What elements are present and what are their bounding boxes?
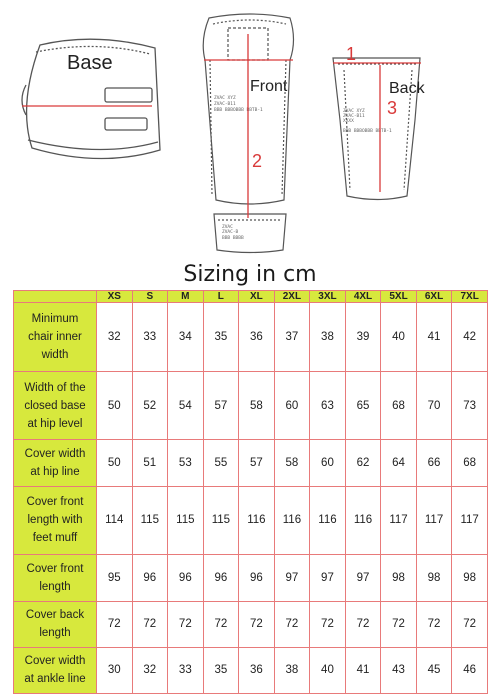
table-cell: 96 [239,555,275,601]
row-label-line: closed base [24,399,86,412]
row-label [14,555,97,601]
row-label-line: Cover width [24,655,86,668]
row-label-line: Cover back [25,609,85,622]
table-cell: 70 [416,371,452,440]
table-cell: 98 [416,555,452,601]
table-cell: 41 [416,303,452,372]
table-cell: 98 [381,555,417,601]
table-cell: 97 [310,555,346,601]
table-cell: 36 [239,303,275,372]
table-cell: 66 [416,440,452,486]
table-row [14,440,488,486]
base-label: Base [67,52,113,74]
table-cell: 57 [239,440,275,486]
table-cell: 68 [452,440,488,486]
table-cell: 68 [381,371,417,440]
table-cell: 58 [239,371,275,440]
row-label-line: width [41,348,69,361]
table-cell: 58 [274,440,310,486]
measure-1-label: 1 [346,44,357,64]
row-label-line: Cover width [24,448,86,461]
table-row [14,303,488,372]
table-cell: 54 [168,371,204,440]
table-row [14,647,488,693]
table-cell: 33 [168,647,204,693]
svg-text:BBB BBBOBBB BBTB-1: BBB BBBOBBB BBTB-1 [214,108,263,113]
table-cell: 50 [97,371,133,440]
table-cell: 53 [168,440,204,486]
table-cell: 50 [97,440,133,486]
table-cell: 41 [345,647,381,693]
table-corner [14,291,97,303]
row-label [14,371,97,440]
size-header: 3XL [310,291,346,303]
table-cell: 40 [310,647,346,693]
table-cell: 32 [132,647,168,693]
table-cell: 62 [345,440,381,486]
sizing-table [13,290,488,694]
table-cell: 45 [416,647,452,693]
table-cell: 73 [452,371,488,440]
size-header: 5XL [381,291,417,303]
table-cell: 117 [381,486,417,555]
table-cell: 38 [310,303,346,372]
table-cell: 72 [416,601,452,647]
table-cell: 96 [203,555,239,601]
table-cell: 39 [345,303,381,372]
row-label-line: Minimum [31,312,79,325]
row-label-line: at hip line [30,466,80,479]
table-cell: 72 [203,601,239,647]
row-label-line: Width of the [24,381,86,394]
table-cell: 43 [381,647,417,693]
svg-text:BBB BBBOBBB BBTB-1: BBB BBBOBBB BBTB-1 [343,129,392,134]
table-cell: 98 [452,555,488,601]
row-label-line: at ankle line [24,673,86,686]
table-cell: 117 [416,486,452,555]
table-cell: 60 [274,371,310,440]
table-cell: 35 [203,303,239,372]
row-label-line: Cover front [26,562,84,575]
table-cell: 65 [345,371,381,440]
row-label-line: chair inner [28,330,82,343]
size-header: L [203,291,239,303]
table-cell: 116 [274,486,310,555]
pattern-diagram [0,0,500,258]
table-cell: 116 [345,486,381,555]
size-header: 6XL [416,291,452,303]
table-cell: 30 [97,647,133,693]
svg-text:ZVAC-B11: ZVAC-B11 [214,102,236,107]
size-header: S [132,291,168,303]
size-header: 7XL [452,291,488,303]
measure-2-label: 2 [252,151,263,171]
table-cell: 72 [168,601,204,647]
row-label [14,647,97,693]
table-cell: 37 [274,303,310,372]
table-cell: 115 [132,486,168,555]
page-title: Sizing in cm [183,262,317,287]
table-cell: 95 [97,555,133,601]
size-header: 2XL [274,291,310,303]
table-cell: 114 [97,486,133,555]
table-cell: 40 [381,303,417,372]
table-cell: 96 [168,555,204,601]
row-label-line: length with [27,514,83,527]
table-cell: 34 [168,303,204,372]
back-print-text [343,108,392,134]
table-cell: 72 [97,601,133,647]
table-cell: 72 [274,601,310,647]
row-label [14,601,97,647]
row-label [14,303,97,372]
row-label [14,486,97,555]
sizing-table-body [14,303,488,694]
svg-text:ZVAC-B11: ZVAC-B11 [343,114,365,119]
table-cell: 72 [239,601,275,647]
measure-3-label: 3 [387,98,398,118]
size-header-row [14,291,488,303]
table-cell: 64 [381,440,417,486]
table-cell: 97 [274,555,310,601]
table-cell: 52 [132,371,168,440]
row-label-line: length [39,580,71,593]
size-header: XS [97,291,133,303]
table-row [14,601,488,647]
table-cell: 36 [239,647,275,693]
table-cell: 51 [132,440,168,486]
table-cell: 72 [132,601,168,647]
table-row [14,486,488,555]
table-row [14,555,488,601]
table-cell: 55 [203,440,239,486]
back-label: Back [389,80,425,97]
table-cell: 60 [310,440,346,486]
table-cell: 96 [132,555,168,601]
table-cell: 72 [381,601,417,647]
size-header: M [168,291,204,303]
row-label [14,440,97,486]
svg-text:BBB BBBB: BBB BBBB [222,236,244,241]
row-label-line: feet muff [32,532,78,545]
svg-text:ZVAC-B: ZVAC-B [222,230,239,235]
table-cell: 72 [345,601,381,647]
size-header: XL [239,291,275,303]
table-cell: 116 [239,486,275,555]
table-cell: 72 [310,601,346,647]
front-label: Front [250,78,288,95]
table-cell: 115 [168,486,204,555]
table-cell: 63 [310,371,346,440]
table-cell: 97 [345,555,381,601]
table-cell: 38 [274,647,310,693]
size-header: 4XL [345,291,381,303]
svg-text:ZVAC XYZ: ZVAC XYZ [214,96,236,101]
svg-text:ZVAC: ZVAC [222,225,233,230]
table-cell: 42 [452,303,488,372]
table-cell: 57 [203,371,239,440]
table-cell: 35 [203,647,239,693]
table-cell: 33 [132,303,168,372]
table-cell: 46 [452,647,488,693]
table-cell: 32 [97,303,133,372]
svg-text:ZVAC XYZ: ZVAC XYZ [343,109,365,114]
row-label-line: Cover front [26,496,84,509]
table-cell: 115 [203,486,239,555]
row-label-line: at hip level [27,417,83,430]
table-row [14,371,488,440]
svg-text:XXXX: XXXX [343,119,354,124]
table-cell: 72 [452,601,488,647]
table-cell: 116 [310,486,346,555]
table-cell: 117 [452,486,488,555]
row-label-line: length [39,627,71,640]
